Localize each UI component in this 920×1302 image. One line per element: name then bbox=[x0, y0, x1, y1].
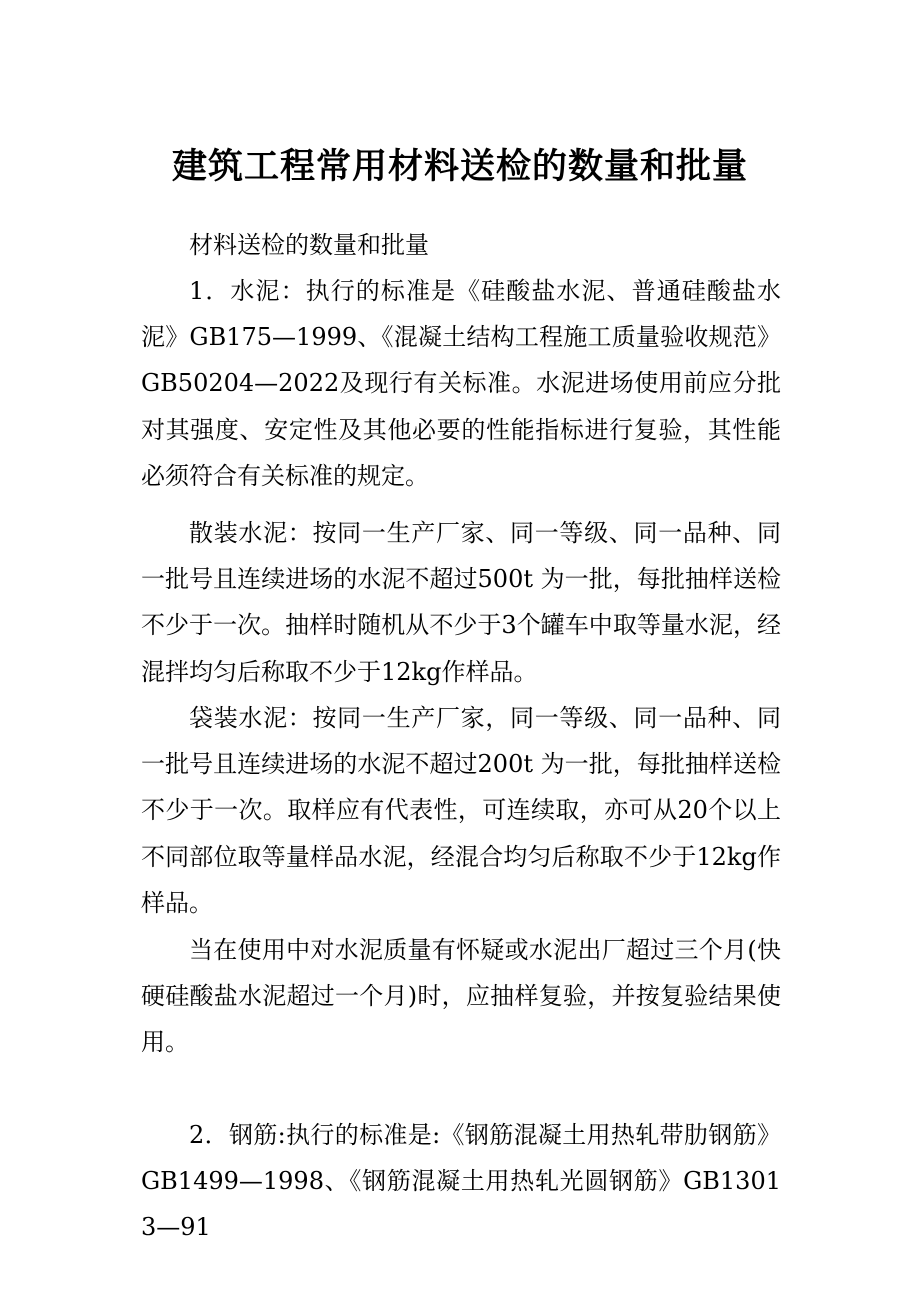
paragraph-cement-standard: 1．水泥：执行的标准是《硅酸盐水泥、普通硅酸盐水泥》GB175—1999、《混凝土结构工程施工质量验收规范》GB50204—2022及现行有关标准。水泥进场使用前应分批对其强度、安定性及其他必要的性能指标进行复验，其性能必须符合有关标准的规定。 bbox=[141, 277, 781, 490]
paragraph-retest-condition: 当在使用中对水泥质量有怀疑或水泥出厂超过三个月(快硬硅酸盐水泥超过一个月)时，应抽样复验，并按复验结果使用。 bbox=[141, 936, 781, 1057]
document-title: 建筑工程常用材料送检的数量和批量 bbox=[171, 146, 748, 187]
section-heading: 材料送检的数量和批量 bbox=[189, 231, 429, 259]
paragraph-steel-standard: 2．钢筋:执行的标准是:《钢筋混凝土用热轧带肋钢筋》GB1499—1998、《钢筋混凝土用热轧光圆钢筋》GB13013—91 bbox=[141, 1121, 781, 1242]
paragraph-bulk-cement: 散装水泥：按同一生产厂家、同一等级、同一品种、同一批号且连续进场的水泥不超过500t 为一批，每批抽样送检不少于一次。抽样时随机从不少于3个罐车中取等量水泥，经混拌均匀后称取不少于12kg作样品。 bbox=[141, 519, 781, 686]
paragraph-bagged-cement: 袋装水泥：按同一生产厂家，同一等级、同一品种、同一批号且连续进场的水泥不超过200t 为一批，每批抽样送检不少于一次。取样应有代表性，可连续取，亦可从20个以上不同部位取等量样品水泥，经混合均匀后称取不少于12kg作样品。 bbox=[141, 704, 781, 917]
